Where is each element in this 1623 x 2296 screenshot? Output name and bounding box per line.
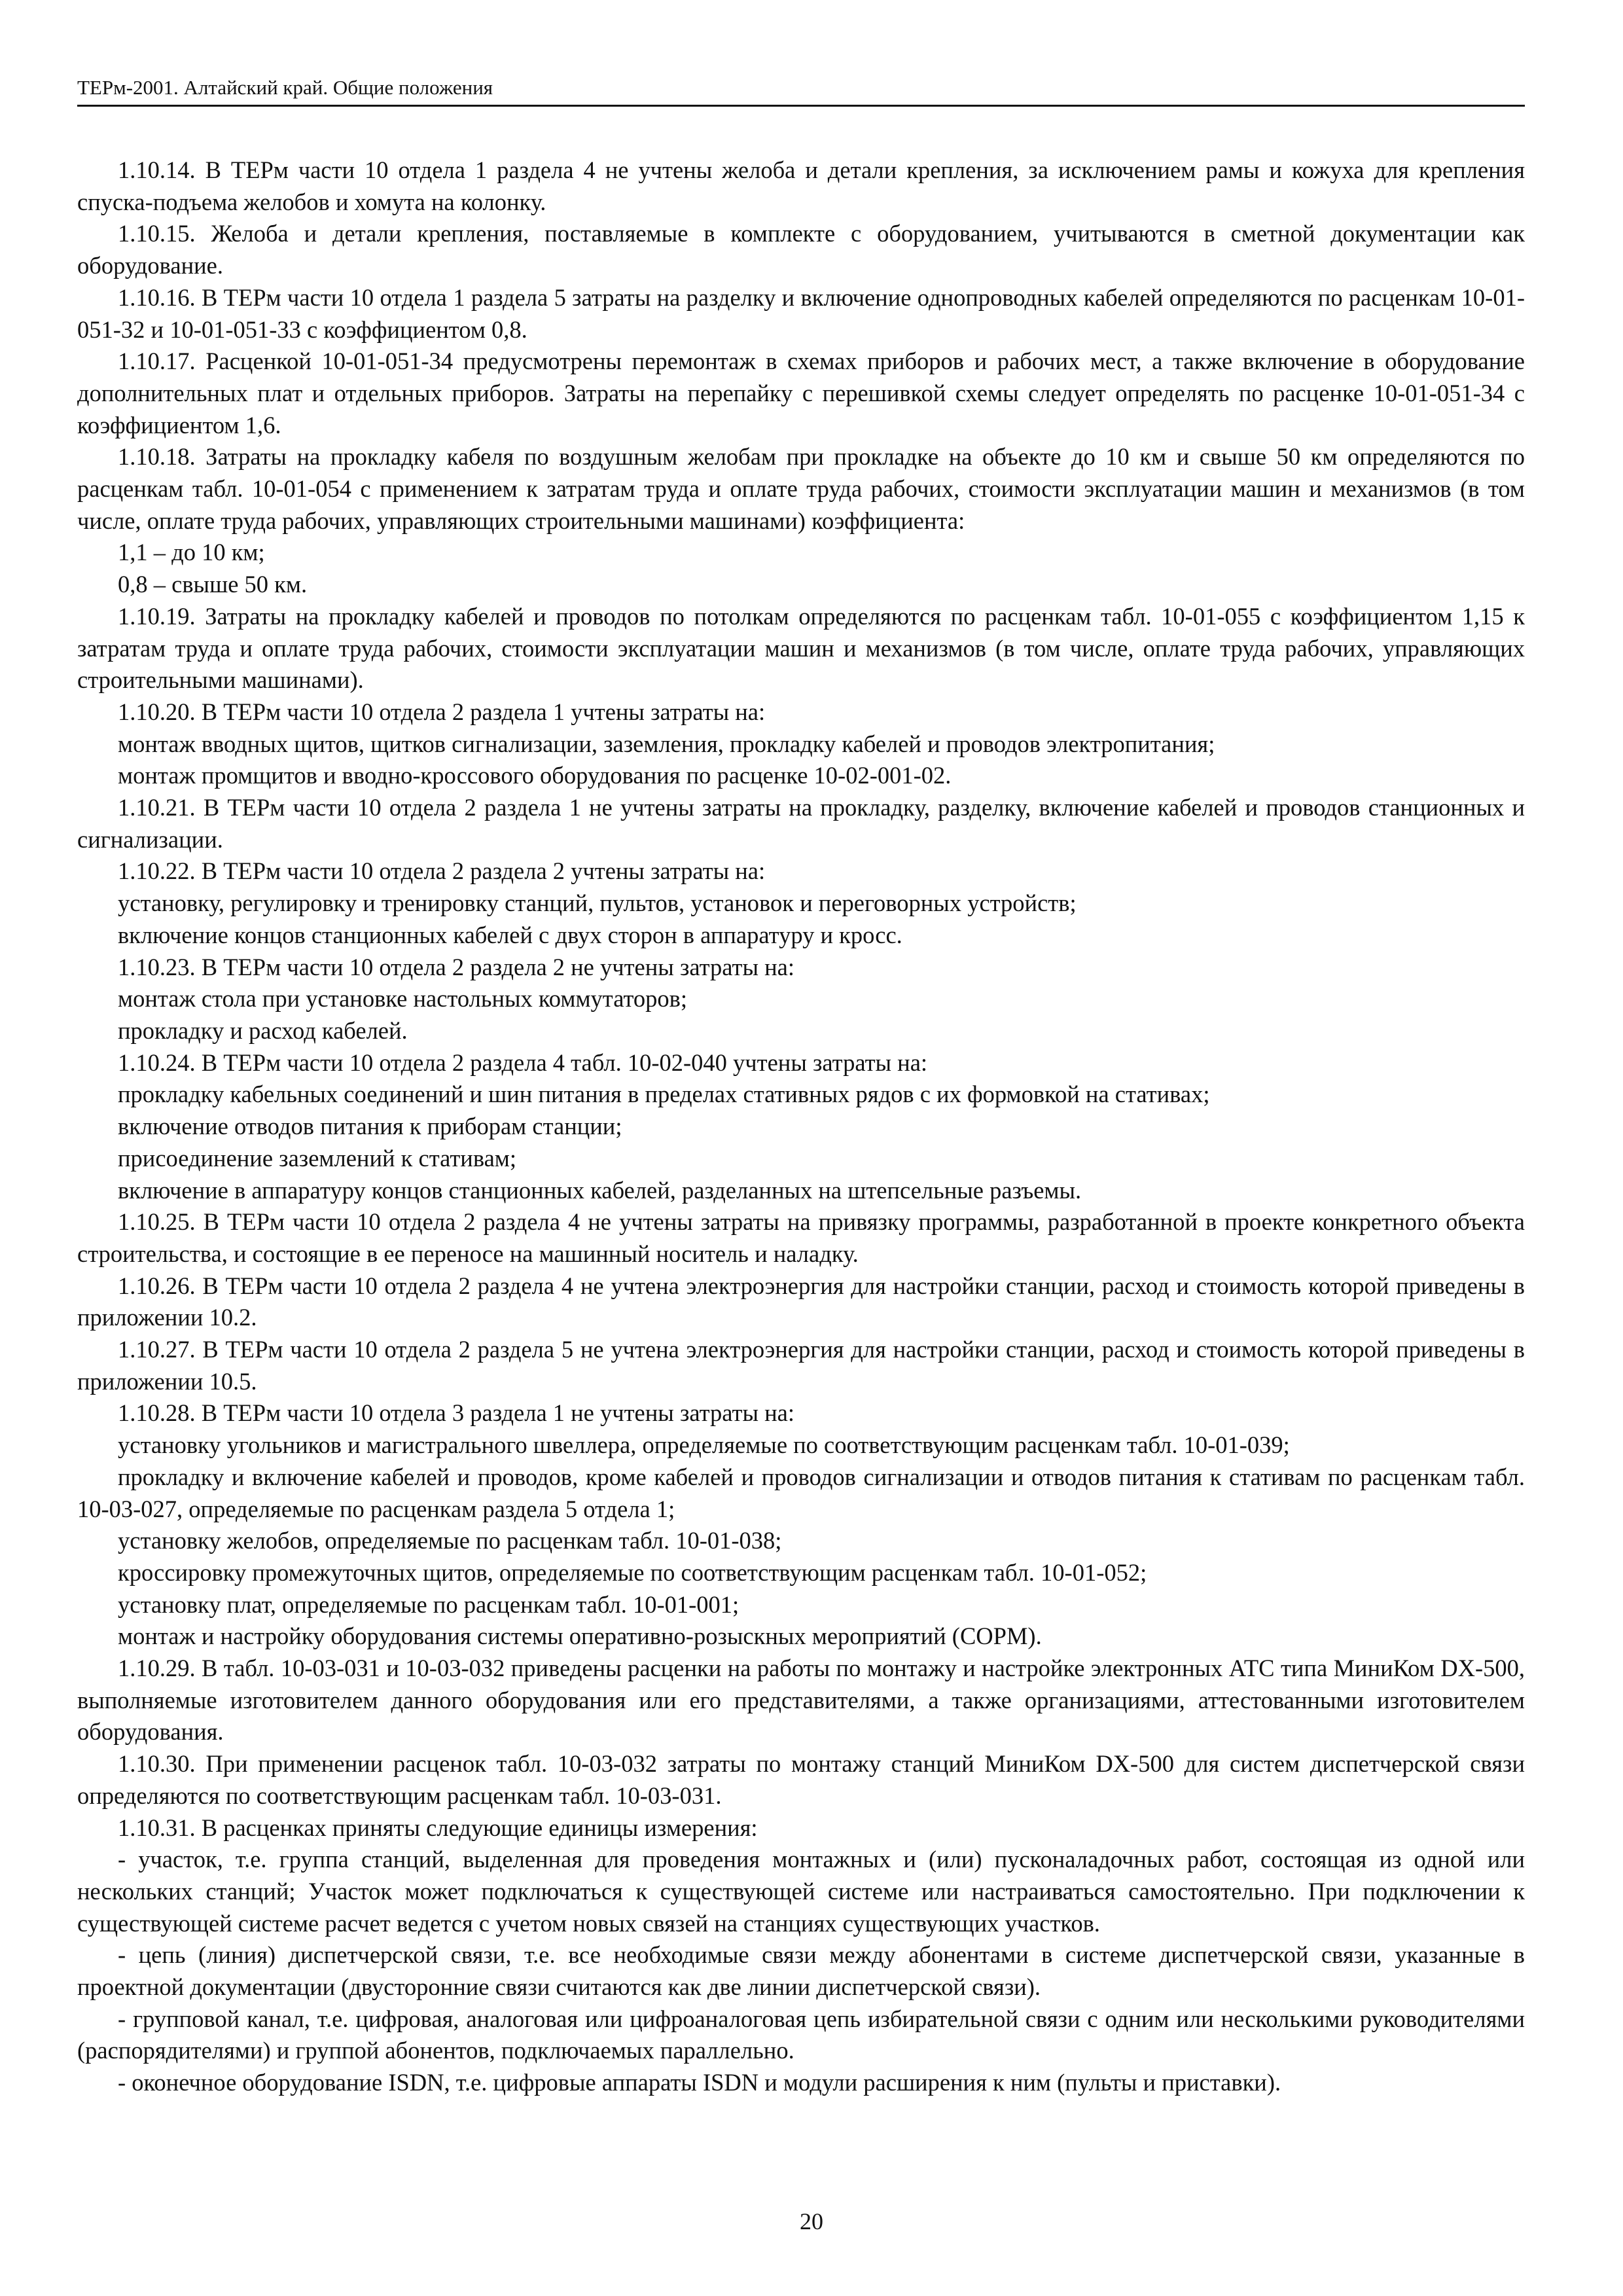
paragraph-1-10-28: 1.10.28. В ТЕРм части 10 отдела 3 раздела 1 не учтены затраты на: (118, 1399, 794, 1427)
paragraph-1-10-17: 1.10.17. Расценкой 10-01-051-34 предусмотрены перемонтаж в схемах приборов и рабочих мест, а также включение в оборудование дополнительных плат и отдельных приборов. Затраты на перепайку с перешивкой схемы следует определять по расценке 10-01-051-34 с коэффициентом 1,6. (77, 348, 1525, 439)
paragraph-1-10-31: 1.10.31. В расценках приняты следующие единицы измерения: (118, 1814, 758, 1841)
list-item: монтаж вводных щитов, щитков сигнализации, заземления, прокладку кабелей и проводов электропитания; (118, 730, 1215, 757)
paragraph-1-10-14: 1.10.14. В ТЕРм части 10 отдела 1 раздела 4 не учтены желоба и детали крепления, за исключением рамы и кожуха для крепления спуска-подъема желобов и хомута на колонку. (77, 156, 1525, 215)
paragraph-1-10-21: 1.10.21. В ТЕРм части 10 отдела 2 раздела 1 не учтены затраты на прокладку, разделку, включение кабелей и проводов станционных и сигнализации. (77, 794, 1525, 853)
list-item: включение концов станционных кабелей с двух сторон в аппаратуру и кросс. (118, 921, 902, 948)
list-item: присоединение заземлений к стативам; (118, 1144, 517, 1172)
definition-item: - оконечное оборудование ISDN, т.е. цифровые аппараты ISDN и модули расширения к ним (пульты и приставки). (118, 2069, 1281, 2096)
paragraph-1-10-22: 1.10.22. В ТЕРм части 10 отдела 2 раздела 2 учтены затраты на: (118, 857, 766, 885)
definition-item: - цепь (линия) диспетчерской связи, т.е. все необходимые связи между абонентами в системе диспетчерской связи, указанные в проектной документации (двусторонние связи считаются как две линии диспетчерской связи). (77, 1941, 1525, 2001)
paragraph-1-10-24: 1.10.24. В ТЕРм части 10 отдела 2 раздела 4 табл. 10-02-040 учтены затраты на: (118, 1049, 928, 1076)
document-body (77, 154, 1525, 2099)
page-number: 20 (800, 2208, 823, 2234)
paragraph-1-10-16: 1.10.16. В ТЕРм части 10 отдела 1 раздела 5 затраты на разделку и включение однопроводных кабелей определяются по расценкам 10-01-051-32 и 10-01-051-33 с коэффициентом 0,8. (77, 283, 1525, 343)
paragraph-1-10-19: 1.10.19. Затраты на прокладку кабелей и проводов по потолкам определяются по расценкам табл. 10-01-055 с коэффициентом 1,15 к затратам труда и оплате труда рабочих, стоимости эксплуатации машин и механизмов (в том числе, оплате труда рабочих, управляющих строительными машинами). (77, 602, 1525, 694)
definition-item: - групповой канал, т.е. цифровая, аналоговая или цифроаналоговая цепь избирательной связи с одним или несколькими руководителями (распорядителями) и группой абонентов, подключаемых параллельно. (77, 2005, 1525, 2064)
list-item: кроссировку промежуточных щитов, определяемые по соответствующим расценкам табл. 10-01-052; (118, 1558, 1147, 1586)
list-item: включение в аппаратуру концов станционных кабелей, разделанных на штепсельные разъемы. (118, 1176, 1082, 1204)
list-item: монтаж промщитов и вводно-кроссового оборудования по расценке 10-02-001-02. (118, 762, 952, 789)
list-item: 1,1 – до 10 км; (118, 539, 265, 566)
list-item: прокладку кабельных соединений и шин питания в пределах стативных рядов с их формовкой на стативах; (118, 1081, 1210, 1108)
running-head: ТЕРм-2001. Алтайский край. Общие положения (77, 76, 493, 99)
paragraph-1-10-30: 1.10.30. При применении расценок табл. 10-03-032 затраты по монтажу станций МиниКом DX-500 для систем диспетчерской связи определяются по соответствующим расценкам табл. 10-03-031. (77, 1750, 1525, 1809)
list-item: прокладку и включение кабелей и проводов, кроме кабелей и проводов сигнализации и отводов питания к стативам по расценкам табл. 10-03-027, определяемые по расценкам раздела 5 отдела 1; (77, 1463, 1525, 1522)
list-item: монтаж стола при установке настольных коммутаторов; (118, 985, 688, 1013)
paragraph-1-10-18: 1.10.18. Затраты на прокладку кабеля по воздушным желобам при прокладке на объекте до 10 км и свыше 50 км определяются по расценкам табл. 10-01-054 с применением к затратам труда и оплате труда рабочих, стоимости эксплуатации машин и механизмов (в том числе, оплате труда рабочих, управляющих строительными машинами) коэффициента: (77, 443, 1525, 534)
list-item: установку желобов, определяемые по расценкам табл. 10-01-038; (118, 1527, 782, 1554)
list-item: включение отводов питания к приборам станции; (118, 1113, 622, 1140)
list-item: установку плат, определяемые по расценкам табл. 10-01-001; (118, 1590, 740, 1618)
paragraph-1-10-27: 1.10.27. В ТЕРм части 10 отдела 2 раздела 5 не учтена электроэнергия для настройки станции, расход и стоимость которой приведены в приложении 10.5. (77, 1336, 1525, 1395)
list-item: прокладку и расход кабелей. (118, 1016, 408, 1044)
header-divider (77, 105, 1525, 107)
list-item: установку угольников и магистрального швеллера, определяемые по соответствующим расценкам табл. 10-01-039; (118, 1431, 1290, 1459)
list-item: 0,8 – свыше 50 км. (118, 571, 308, 598)
list-item: установку, регулировку и тренировку станций, пультов, установок и переговорных устройств; (118, 889, 1077, 917)
list-item: монтаж и настройку оборудования системы оперативно-розыскных мероприятий (СОРМ). (118, 1623, 1042, 1650)
paragraph-1-10-25: 1.10.25. В ТЕРм части 10 отдела 2 раздела 4 не учтены затраты на привязку программы, разработанной в проекте конкретного объекта строительства, и состоящие в ее переносе на машинный носитель и наладку. (77, 1208, 1525, 1267)
paragraph-1-10-29: 1.10.29. В табл. 10-03-031 и 10-03-032 приведены расценки на работы по монтажу и настройке электронных АТС типа МиниКом DX-500, выполняемые изготовителем данного оборудования или его представителями, а также организациями, аттестованными изготовителем оборудования. (77, 1655, 1525, 1746)
paragraph-1-10-15: 1.10.15. Желоба и детали крепления, поставляемые в комплекте с оборудованием, учитываются в сметной документации как оборудование. (77, 220, 1525, 279)
definition-item: - участок, т.е. группа станций, выделенная для проведения монтажных и (или) пусконаладочных работ, состоящая из одной или нескольких станций; Участок может подключаться к существующей системе или настраиваться самостоятельно. При подключении к существующей системе расчет ведется с учетом новых связей на станциях существующих участков. (77, 1846, 1525, 1937)
paragraph-1-10-20: 1.10.20. В ТЕРм части 10 отдела 2 раздела 1 учтены затраты на: (118, 698, 766, 725)
paragraph-1-10-23: 1.10.23. В ТЕРм части 10 отдела 2 раздела 2 не учтены затраты на: (118, 953, 794, 980)
paragraph-1-10-26: 1.10.26. В ТЕРм части 10 отдела 2 раздела 4 не учтена электроэнергия для настройки станции, расход и стоимость которой приведены в приложении 10.2. (77, 1272, 1525, 1331)
